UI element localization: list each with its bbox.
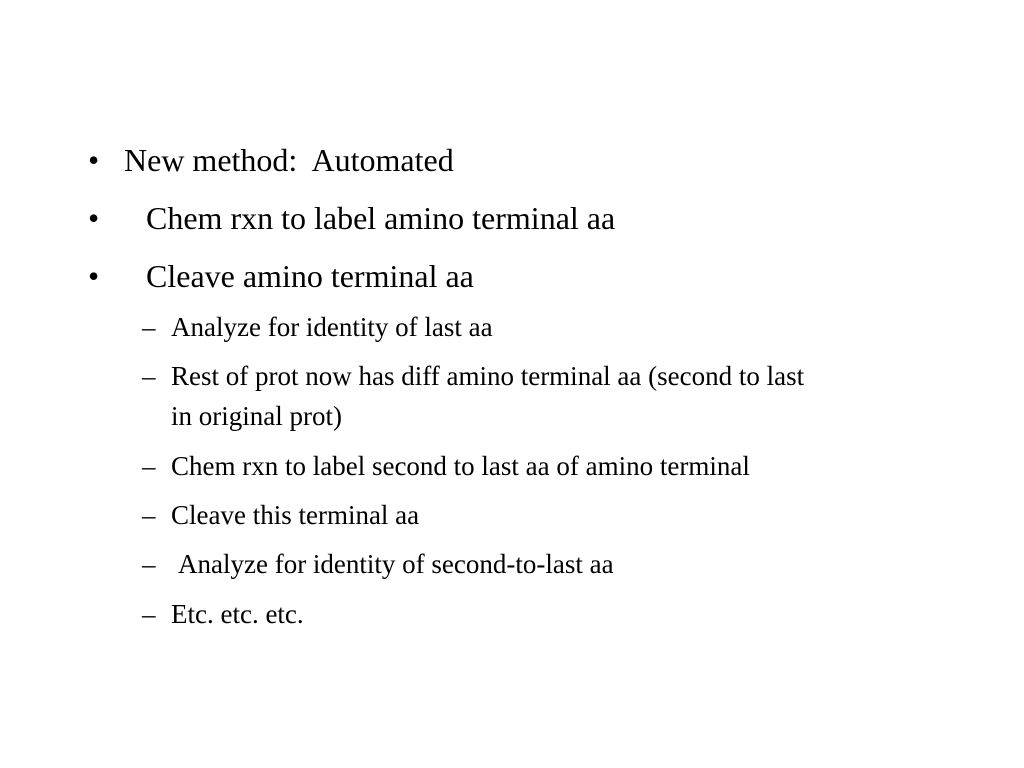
subbullet-marker: – [142, 549, 156, 579]
subbullet-marker: – [142, 500, 156, 530]
subbullet-text: Cleave this terminal aa [171, 500, 420, 530]
bullet-marker: • [88, 200, 100, 236]
subbullet-text: Chem rxn to label second to last aa of amino terminal [171, 451, 750, 481]
subbullet-text: Rest of prot now has diff amino terminal aa (second to last [171, 361, 805, 391]
bullet-marker: • [88, 258, 100, 294]
subbullet-marker: – [142, 451, 156, 481]
subbullet-text-continuation: in original prot) [171, 401, 342, 431]
subbullet-text: Analyze for identity of second-to-last aa [178, 549, 614, 579]
bullet-text: New method: Automated [124, 142, 454, 178]
bullet-marker: • [88, 142, 100, 178]
bullet-text: Cleave amino terminal aa [146, 258, 474, 294]
subbullet-marker: – [142, 312, 156, 342]
subbullet-text: Etc. etc. etc. [171, 599, 304, 629]
subbullet-text: Analyze for identity of last aa [171, 312, 493, 342]
bullet-text: Chem rxn to label amino terminal aa [146, 200, 616, 236]
subbullet-marker: – [142, 599, 156, 629]
subbullet-marker: – [142, 361, 156, 391]
